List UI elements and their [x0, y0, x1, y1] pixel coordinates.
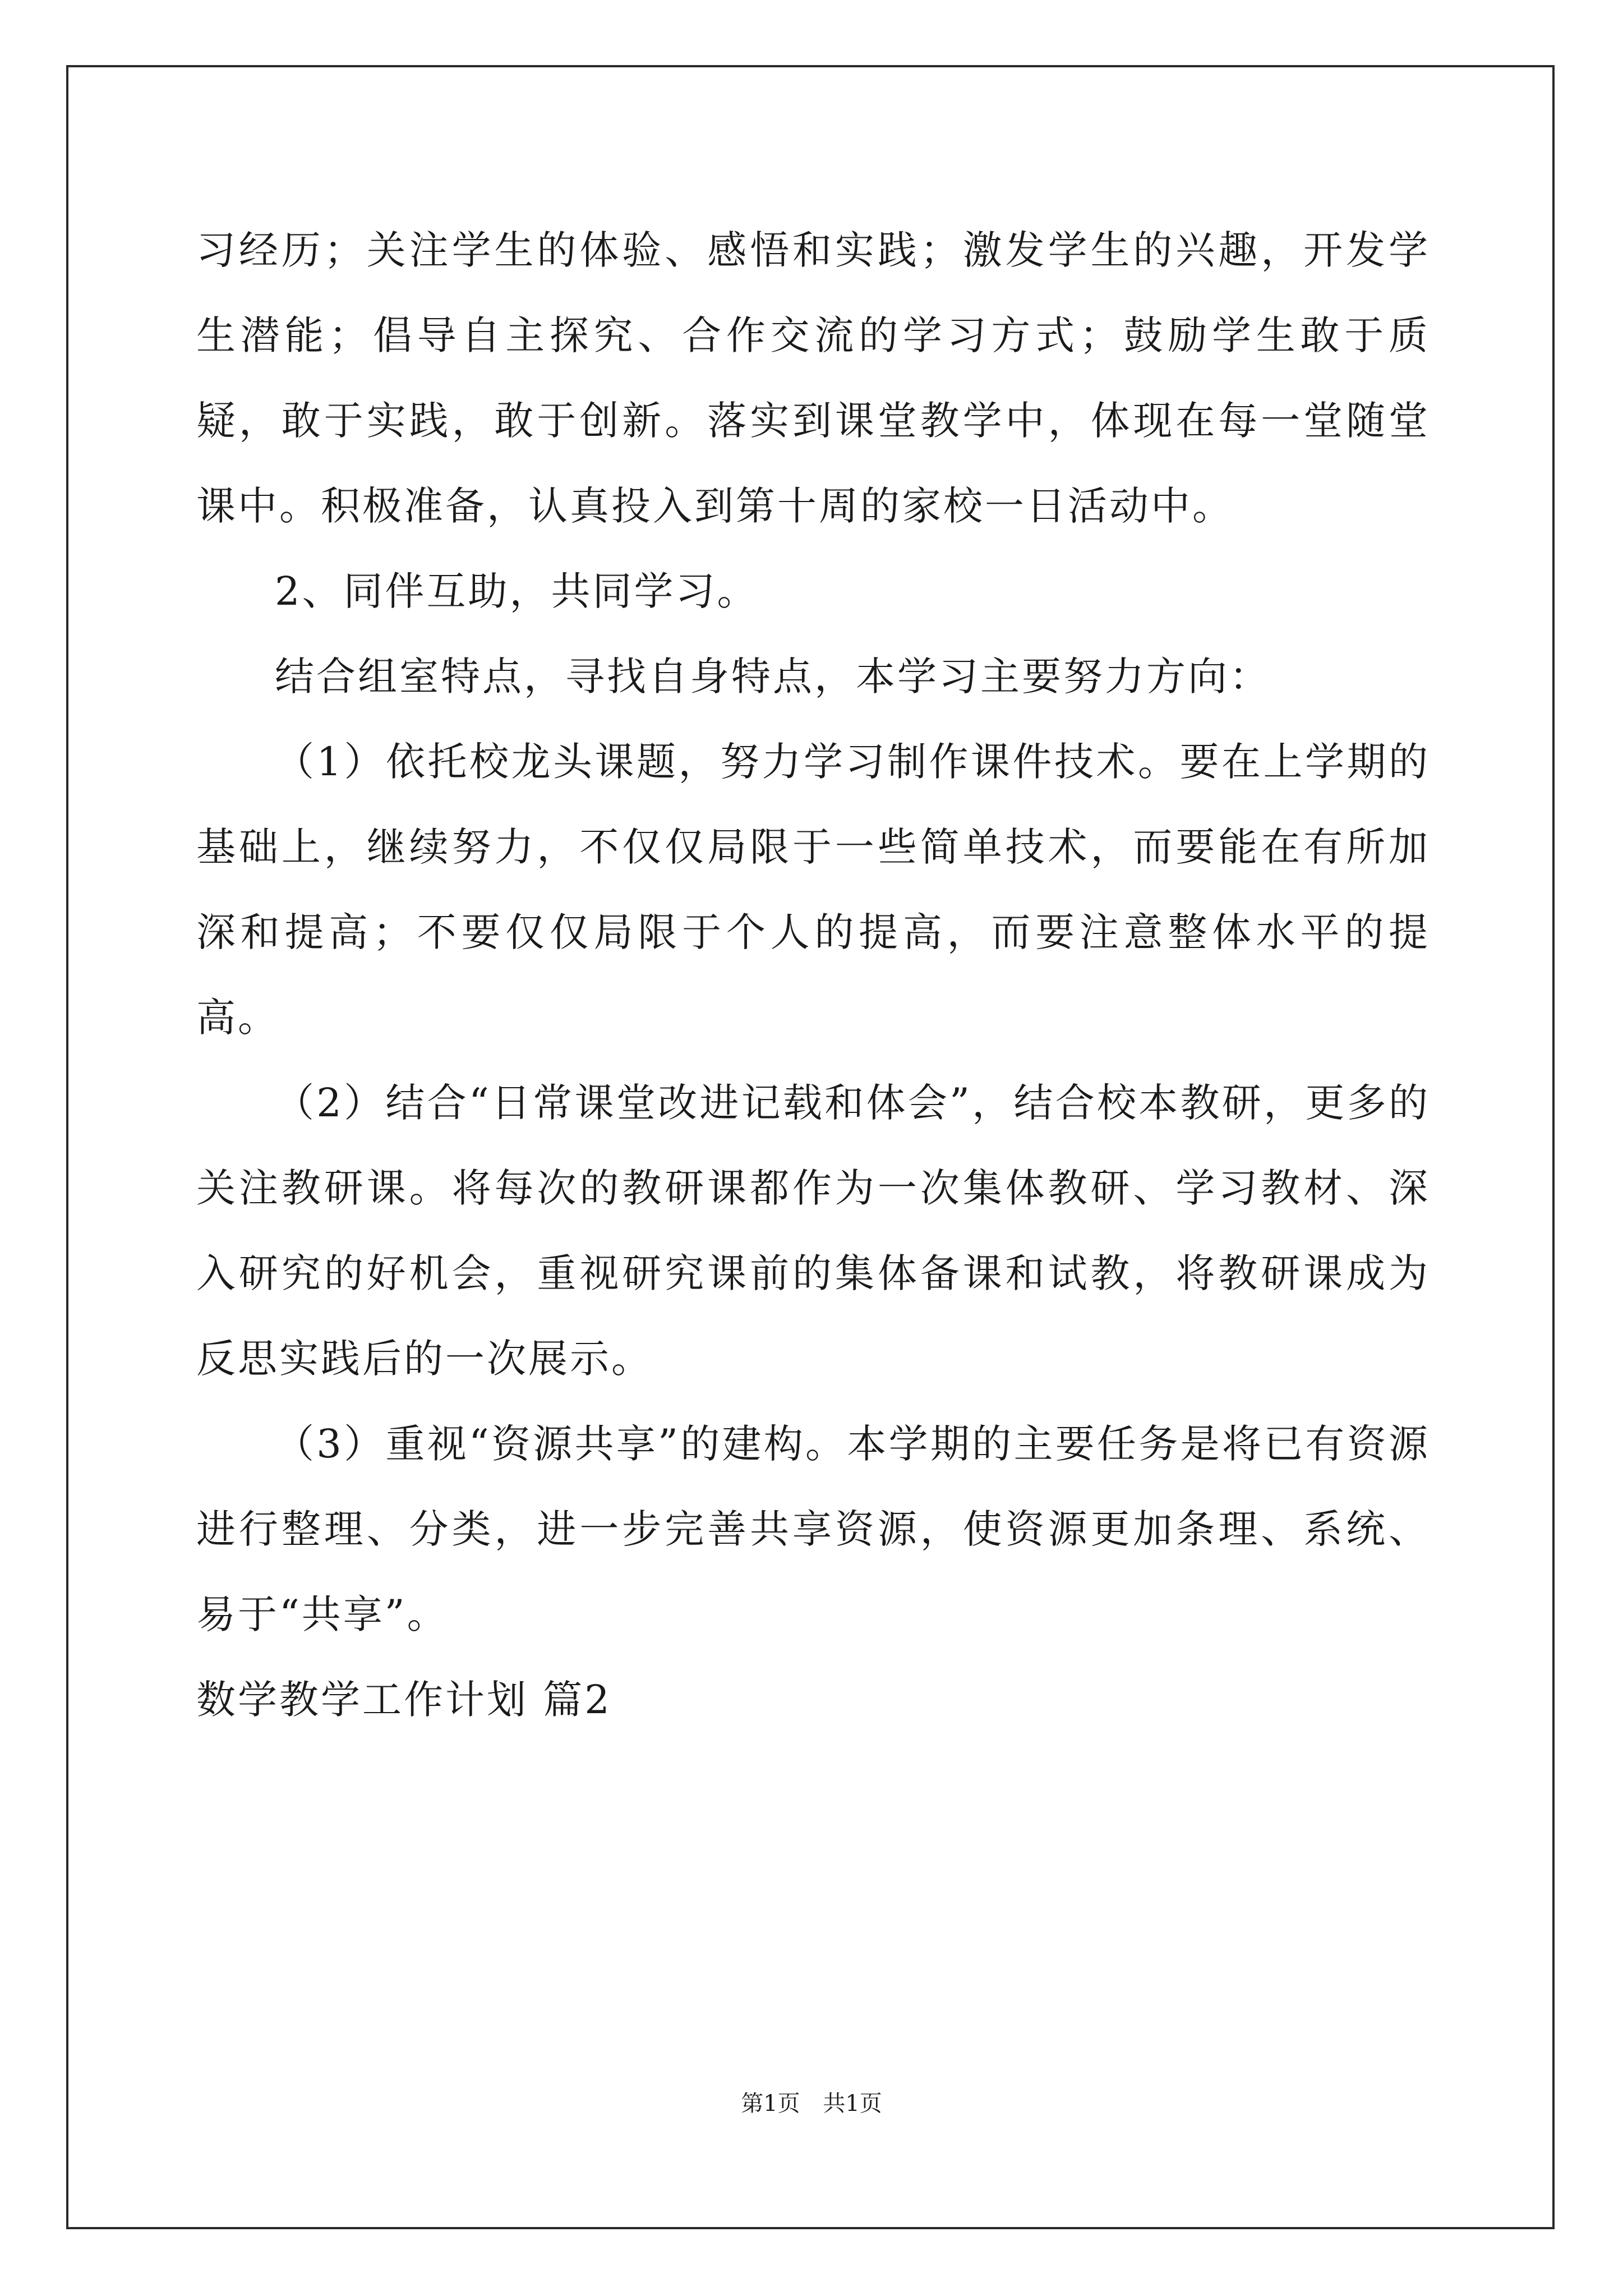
section-heading: 数学教学工作计划 篇2	[196, 1677, 612, 1723]
paragraph-direction-intro: 结合组室特点，寻找自身特点，本学习主要努力方向：	[275, 654, 1271, 700]
paragraph-item-2: 2、同伴互助，共同学习。	[275, 568, 759, 614]
page-number: 第1页	[741, 2091, 800, 2116]
page-total: 共1页	[823, 2091, 882, 2116]
paragraph-point-3: （3）重视“资源共享”的建构。本学期的主要任务是将已有资源进行整理、分类，进一步完善共享资源，使资源更加条理、系统、易于“共享”。	[196, 1421, 1430, 1637]
page-footer	[0, 2087, 1623, 2120]
document-body	[196, 208, 1430, 1742]
paragraph-point-1: （1）依托校龙头课题，努力学习制作课件技术。要在上学期的基础上，继续努力，不仅仅局限于一些简单技术，而要能在有所加深和提高；不要仅仅局限于个人的提高，而要注意整体水平的提高。	[196, 739, 1430, 1041]
paragraph-point-2: （2）结合“日常课堂改进记载和体会”，结合校本教研，更多的关注教研课。将每次的教研课都作为一次集体教研、学习教材、深入研究的好机会，重视研究课前的集体备课和试教，将教研课成为反思实践后的一次展示。	[196, 1080, 1430, 1382]
paragraph-continuation: 习经历；关注学生的体验、感悟和实践；激发学生的兴趣，开发学生潜能；倡导自主探究、合作交流的学习方式；鼓励学生敢于质疑，敢于实践，敢于创新。落实到课堂教学中，体现在每一堂随堂课中。积极准备，认真投入到第十周的家校一日活动中。	[196, 227, 1430, 529]
